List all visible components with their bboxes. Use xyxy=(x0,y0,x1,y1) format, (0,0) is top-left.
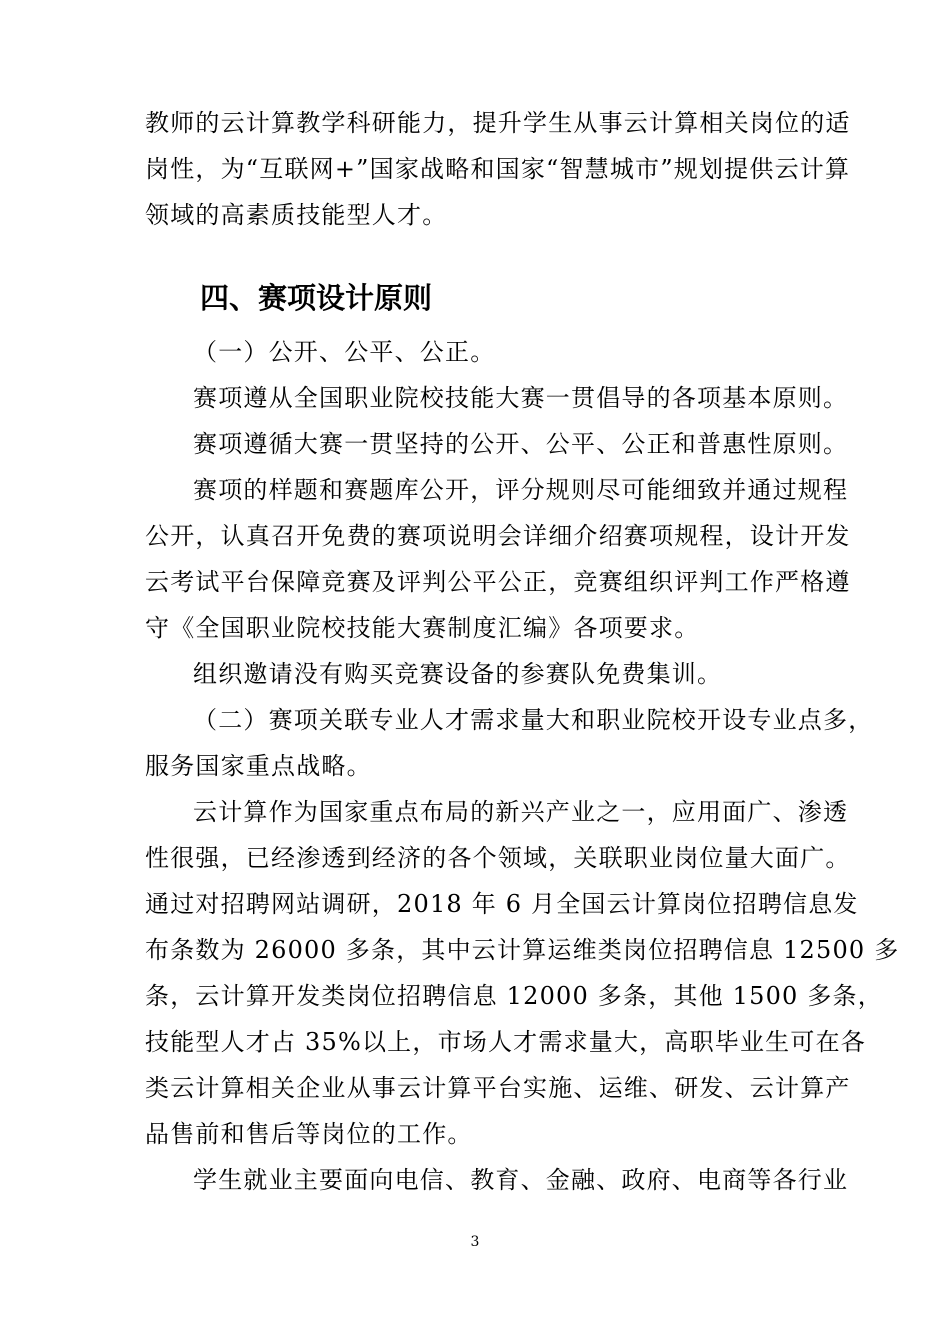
s2-paragraph-1-line-7: 类云计算相关企业从事云计算平台实施、运维、研发、云计算产 xyxy=(145,1074,851,1102)
intro-line-1: 教师的云计算教学科研能力，提升学生从事云计算相关岗位的适 xyxy=(145,109,851,137)
page-number: 3 xyxy=(470,1234,480,1250)
s1-paragraph-1: 赛项遵从全国职业院校技能大赛一贯倡导的各项基本原则。 xyxy=(193,384,849,412)
s2-paragraph-2: 学生就业主要面向电信、教育、金融、政府、电商等各行业 xyxy=(193,1166,849,1194)
s2-paragraph-1-line-6: 技能型人才占 35%以上，市场人才需求量大，高职毕业生可在各 xyxy=(145,1028,866,1056)
s1-paragraph-3-line-3: 云考试平台保障竞赛及评判公平公正，竞赛组织评判工作严格遵 xyxy=(145,568,851,596)
section-heading: 四、赛项设计原则 xyxy=(200,281,433,315)
s2-paragraph-1-line-1: 云计算作为国家重点布局的新兴产业之一，应用面广、渗透 xyxy=(193,798,849,826)
subsection-2-title-line-2: 服务国家重点战略。 xyxy=(145,752,372,780)
intro-line-3: 领域的高素质技能型人才。 xyxy=(145,201,448,229)
subsection-2-title-line-1: （二）赛项关联专业人才需求量大和职业院校开设专业点多， xyxy=(193,706,874,734)
s1-paragraph-4: 组织邀请没有购买竞赛设备的参赛队免费集训。 xyxy=(193,660,723,688)
subsection-1-title: （一）公开、公平、公正。 xyxy=(193,338,496,366)
s2-paragraph-1-line-2: 性很强，已经渗透到经济的各个领域，关联职业岗位量大面广。 xyxy=(145,844,851,872)
s2-paragraph-1-line-4: 布条数为 26000 多条，其中云计算运维类岗位招聘信息 12500 多 xyxy=(145,936,900,964)
s1-paragraph-3-line-4: 守《全国职业院校技能大赛制度汇编》各项要求。 xyxy=(145,614,700,642)
s1-paragraph-2: 赛项遵循大赛一贯坚持的公开、公平、公正和普惠性原则。 xyxy=(193,430,849,458)
s2-paragraph-1-line-8: 品售前和售后等岗位的工作。 xyxy=(145,1120,473,1148)
s2-paragraph-1-line-5: 条，云计算开发类岗位招聘信息 12000 多条，其他 1500 多条， xyxy=(145,982,883,1010)
intro-line-2: 岗性，为“互联网+”国家战略和国家“智慧城市”规划提供云计算 xyxy=(145,155,851,183)
s1-paragraph-3-line-1: 赛项的样题和赛题库公开，评分规则尽可能细致并通过规程 xyxy=(193,476,849,504)
s2-paragraph-1-line-3: 通过对招聘网站调研，2018 年 6 月全国云计算岗位招聘信息发 xyxy=(145,890,859,918)
s1-paragraph-3-line-2: 公开，认真召开免费的赛项说明会详细介绍赛项规程，设计开发 xyxy=(145,522,851,550)
